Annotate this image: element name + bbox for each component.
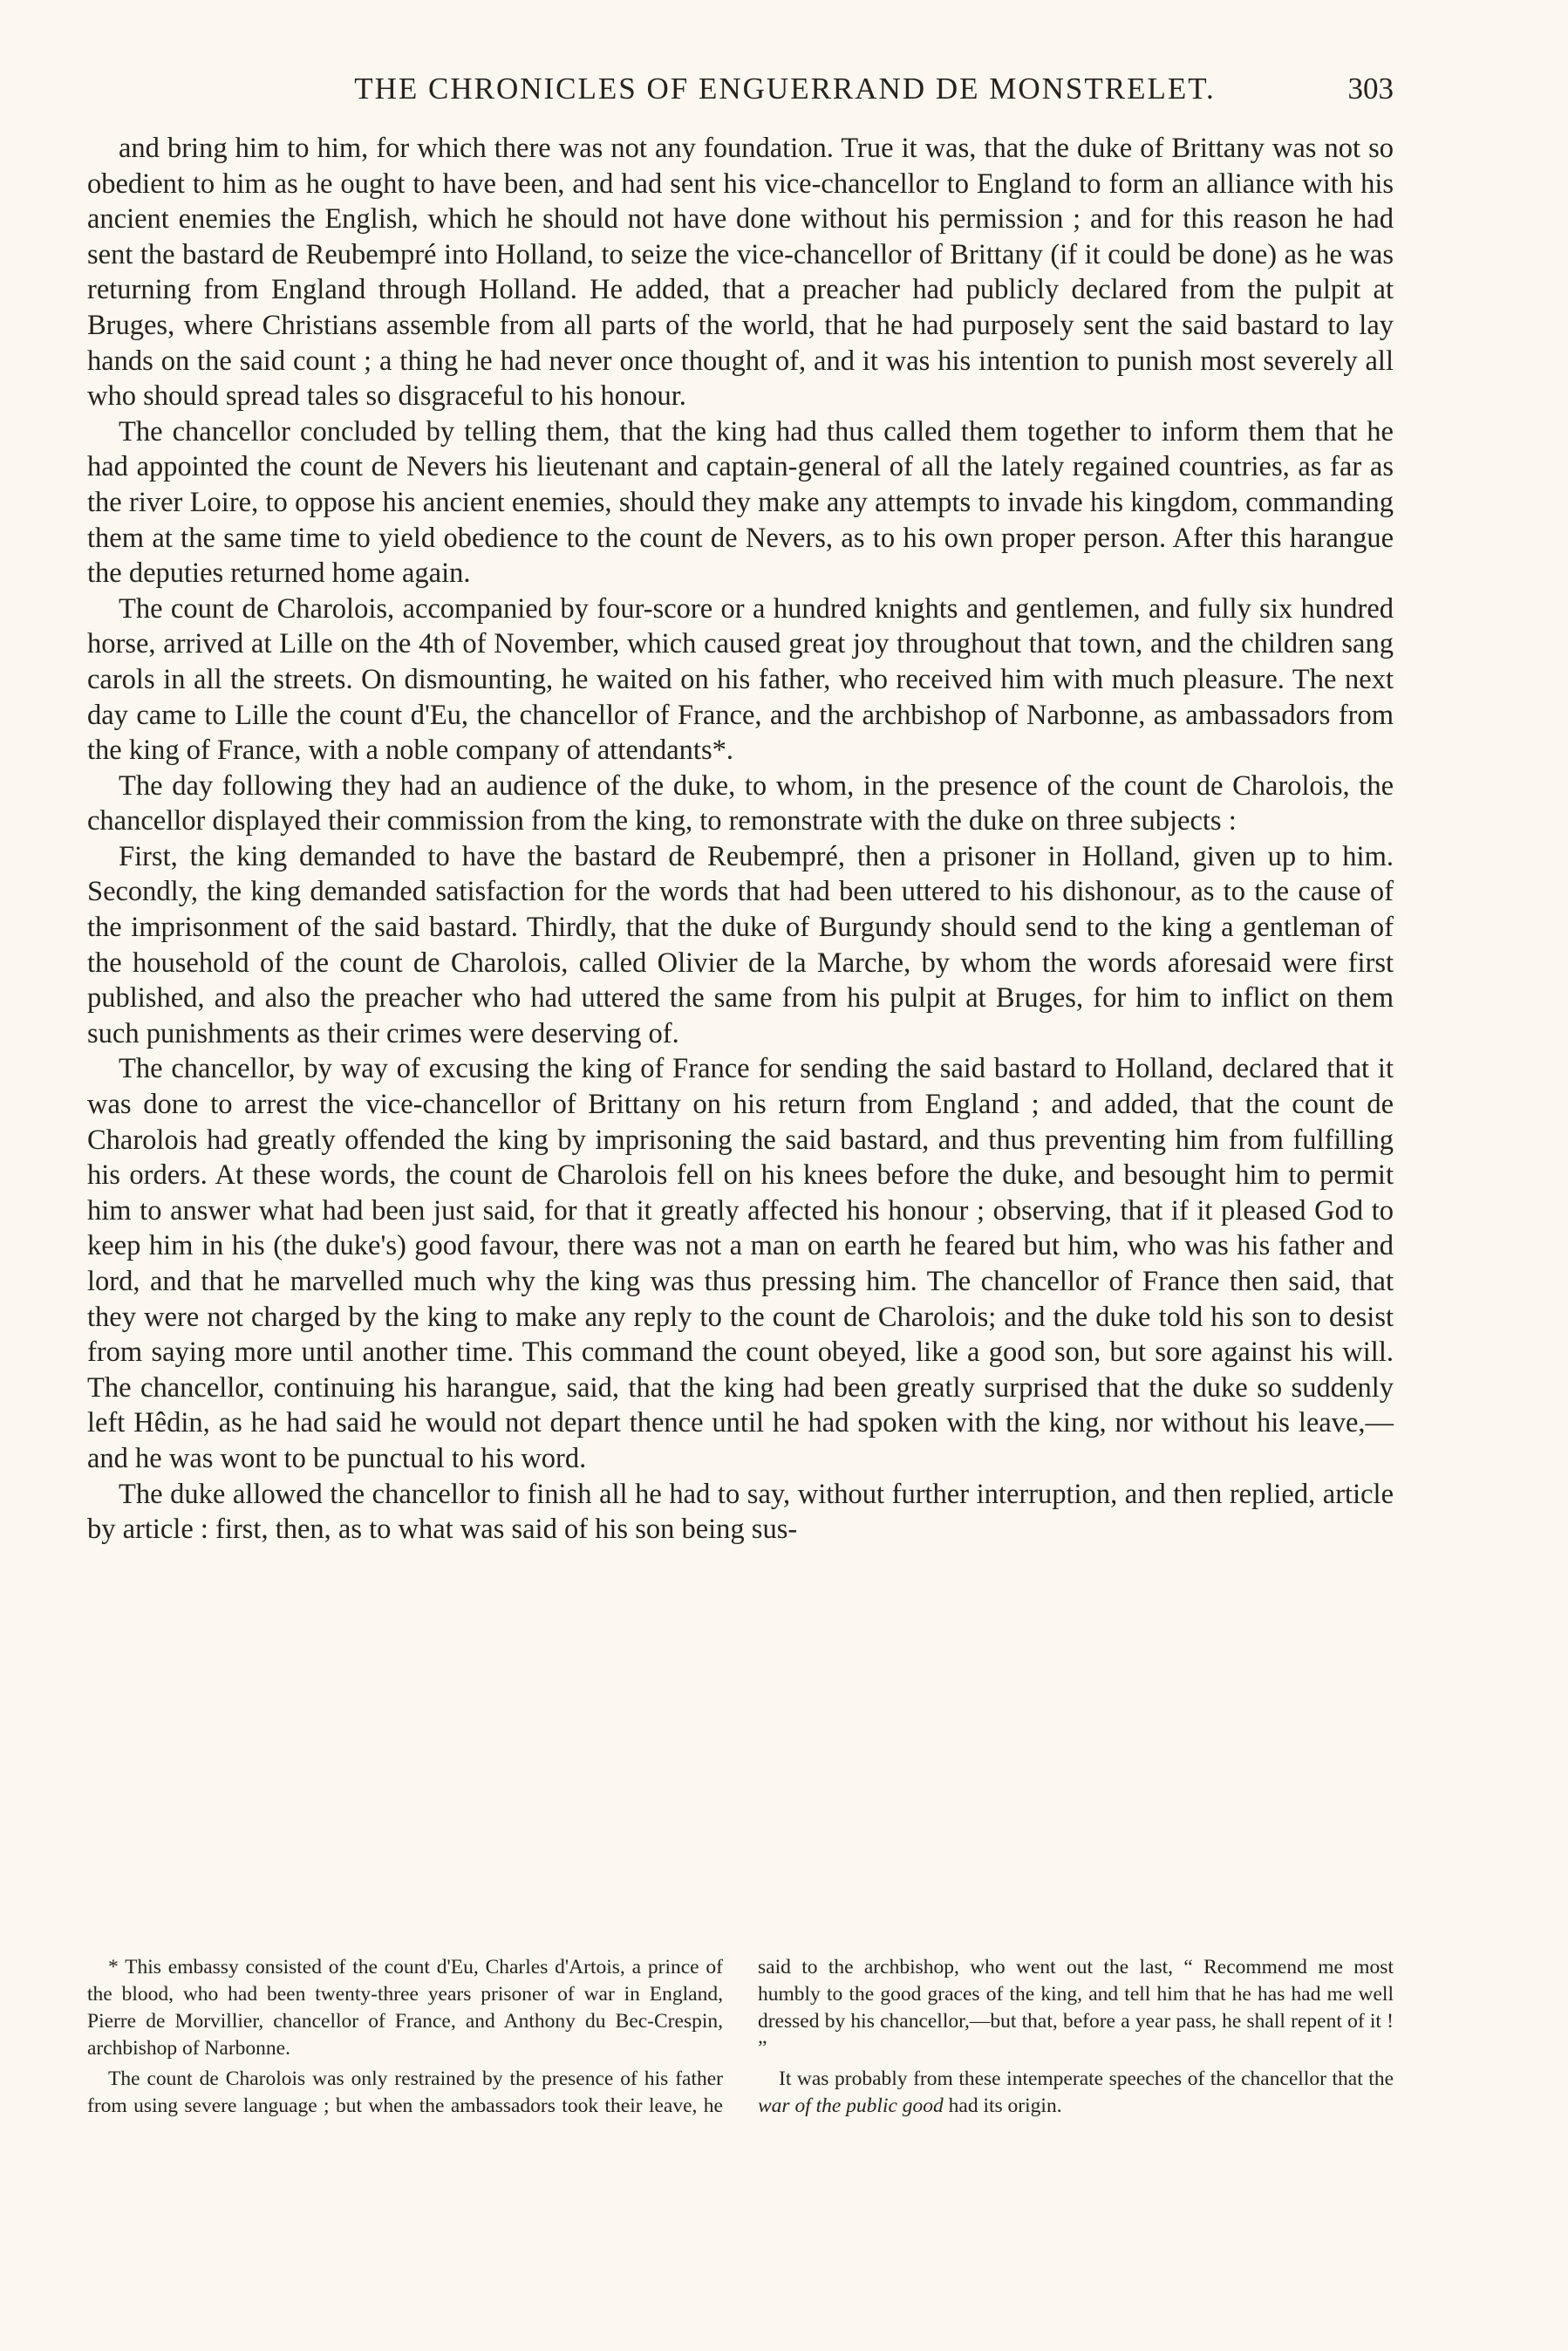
main-text [87,131,1394,1548]
footnote [758,2066,1394,2120]
paragraph: The chancellor, by way of excusing the king of France for sending the said bastard to Holland, declared that it was done to arrest the vice-chancellor of Brittany on his return from England ; and added, that the count de Charolois had greatly offended the king by imprisoning the said bastard, and thus preventing him from fulfilling his orders. At these words, the count de Charolois fell on his knees before the duke, and besought him to permit him to answer what had been just said, for that it greatly affected his honour ; observing, that if it pleased God to keep him in his (the duke's) good favour, there was not a man on earth he feared but him, who was his father and lord, and that he marvelled much why the king was thus pressing him. The chancellor of France then said, that they were not charged by the king to make any reply to the count de Charolois; and the duke told his son to desist from saying more until another time. This command the count obeyed, like a good son, but sore against his will. The chancellor, continuing his harangue, said, that the king had been greatly surprised that the duke so suddenly left Hêdin, as he had said he would not depart thence until he had spoken with the king, nor without his leave,—and he was wont to be punctual to his word. [87,1053,1394,1474]
footnotes [87,1954,1394,2122]
paragraph: and bring him to him, for which there was not any foundation. True it was, that the duke of Brittany was not so obedient to him as he ought to have been, and had sent his vice-chancellor to England to form an alliance with his ancient enemies the English, which he should not have done without his permission ; and for this reason he had sent the bastard de Reubempré into Holland, to seize the vice-chancellor of Brittany (if it could be done) as he was returning from England through Holland. He added, that a preacher had publicly declared from the pulpit at Bruges, where Christians assemble from all parts of the world, that he had purposely sent the said bastard to lay hands on the said count ; a thing he had never once thought of, and it was his intention to punish most severely all who should spread tales so disgraceful to his honour. [87,133,1394,413]
footnote-text: had its origin. [943,2095,1062,2117]
paragraph: First, the king demanded to have the bastard de Reubempré, then a prisoner in Holland, given up to him. Secondly, the king demanded satisfaction for the words that had been uttered to his dishonour, as to the cause of the imprisonment of the said bastard. Thirdly, that the duke of Burgundy should send to the king a gentleman of the household of the count de Charolois, called Olivier de la Marche, by whom the words aforesaid were first published, and also the preacher who had uttered the same from his pulpit at Bruges, for him to inflict on them such punishments as their crimes were deserving of. [87,840,1394,1049]
paragraph: The count de Charolois, accompanied by four-score or a hundred knights and gentlemen, and fully six hundred horse, arrived at Lille on the 4th of November, which caused great joy throughout that town, and the children sang carols in all the streets. On dismounting, he waited on his father, who received him with much pleasure. The next day came to Lille the count d'Eu, the chancellor of France, and the archbishop of Narbonne, as ambassadors from the king of France, with a noble company of attendants*. [87,592,1394,767]
footnote: The count de Charolois was only restrained by the presence of his father from using severe language ; but when the ambassadors took their leave, he said to the archbishop, who went out the last, “ Recommend me most humbly to the good graces of the king, and tell him that he has had me well dressed by his chancellor,—but that, before a year pass, he shall repent of it ! ” [87,1956,1394,2117]
paragraph: The chancellor concluded by telling them, that the king had thus called them together to inform them that he had appointed the count de Nevers his lieutenant and captain-general of all the lately regained countries, as far as the river Loire, to oppose his ancient enemies, should they make any attempts to invade his kingdom, commanding them at the same time to yield obedience to the count de Nevers, as to his own proper person. After this harangue the deputies returned home again. [87,415,1394,590]
footnote-italic-text: war of the public good [758,2095,944,2117]
paragraph: The duke allowed the chancellor to finish all he had to say, without further interruption, and then replied, article by article : first, then, as to what was said of his son being sus- [87,1478,1394,1546]
page-header [87,68,1394,120]
page-number: 303 [1347,72,1394,106]
paragraph: The day following they had an audience of the duke, to whom, in the presence of the count de Charolois, the chancellor displayed their commission from the king, to remonstrate with the duke on three subjects : [87,769,1394,837]
running-title: THE CHRONICLES OF ENGUERRAND DE MONSTRELET. [354,72,1216,106]
footnote: * This embassy consisted of the count d'Eu, Charles d'Artois, a prince of the blood, who had been twenty-three years prisoner of war in England, Pierre de Morvillier, chancellor of France, and Anthony du Bec-Crespin, archbishop of Narbonne. [87,1956,723,2060]
footnote-text: It was probably from these intemperate speeches of the chancellor that the [779,2067,1394,2090]
